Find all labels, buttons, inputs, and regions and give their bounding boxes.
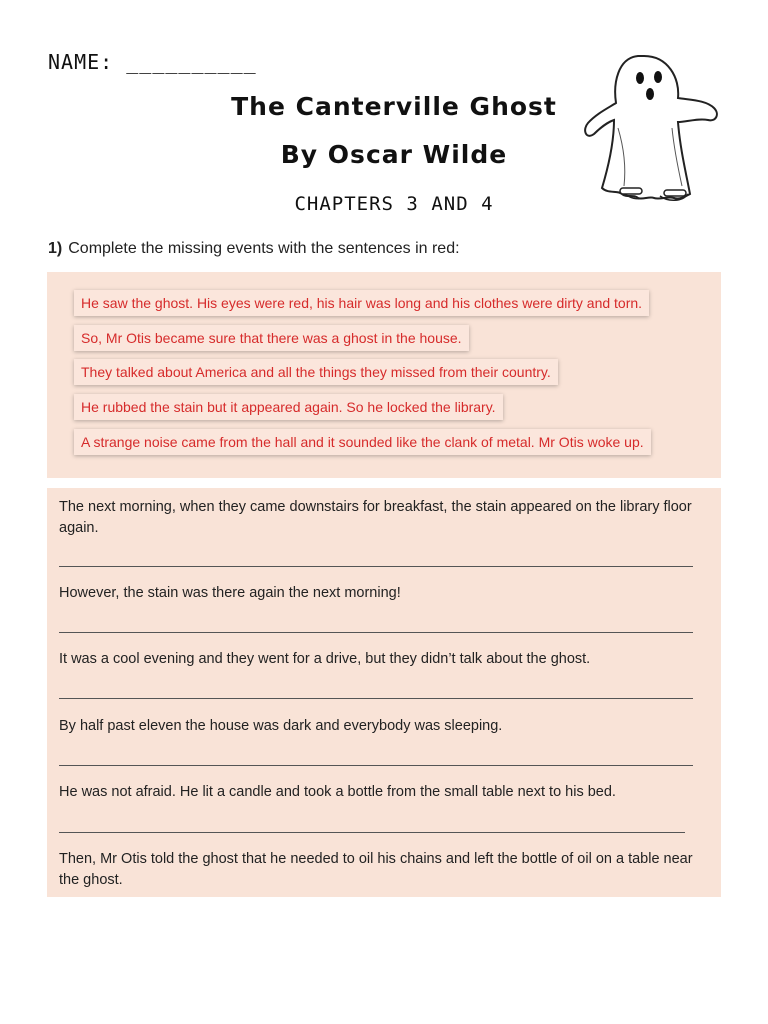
story-event-5: He was not afraid. He lit a candle and took a bottle from the small table next to his bed. bbox=[59, 784, 616, 800]
story-event-2: However, the stain was there again the next morning! bbox=[59, 585, 401, 601]
worksheet-chapters: CHAPTERS 3 AND 4 bbox=[294, 193, 494, 215]
worksheet-title: The Canterville Ghost bbox=[231, 92, 557, 121]
red-sentence-3: They talked about America and all the things they missed from their country. bbox=[74, 359, 558, 385]
answer-blank-1[interactable] bbox=[59, 566, 693, 567]
worksheet-author: By Oscar Wilde bbox=[280, 140, 508, 169]
question-number: 1) bbox=[48, 240, 63, 257]
name-field-label: NAME: __________ bbox=[48, 50, 257, 74]
red-sentence-4: He rubbed the stain but it appeared again. So he locked the library. bbox=[74, 394, 503, 420]
answer-blank-2[interactable] bbox=[59, 632, 693, 633]
story-event-6: Then, Mr Otis told the ghost that he needed to oil his chains and left the bottle of oil on a table near the ghost. bbox=[59, 851, 693, 888]
answer-blank-4[interactable] bbox=[59, 765, 693, 766]
question-1 bbox=[48, 240, 460, 258]
red-sentence-5: A strange noise came from the hall and it sounded like the clank of metal. Mr Otis woke up. bbox=[74, 429, 651, 455]
red-sentence-1: He saw the ghost. His eyes were red, his hair was long and his clothes were dirty and torn. bbox=[74, 290, 649, 316]
answer-blank-5[interactable] bbox=[59, 832, 685, 833]
red-sentence-2: So, Mr Otis became sure that there was a ghost in the house. bbox=[74, 325, 469, 351]
question-text: Complete the missing events with the sentences in red: bbox=[68, 240, 460, 257]
red-sentences-box bbox=[47, 272, 721, 478]
story-event-4: By half past eleven the house was dark and everybody was sleeping. bbox=[59, 718, 503, 734]
story-events-box bbox=[47, 488, 721, 897]
story-event-3: It was a cool evening and they went for a drive, but they didn’t talk about the ghost. bbox=[59, 651, 591, 667]
ghost-illustration-icon bbox=[578, 48, 728, 208]
answer-blank-3[interactable] bbox=[59, 698, 693, 699]
story-event-1: The next morning, when they came downstairs for breakfast, the stain appeared on the library floor again. bbox=[59, 499, 692, 536]
